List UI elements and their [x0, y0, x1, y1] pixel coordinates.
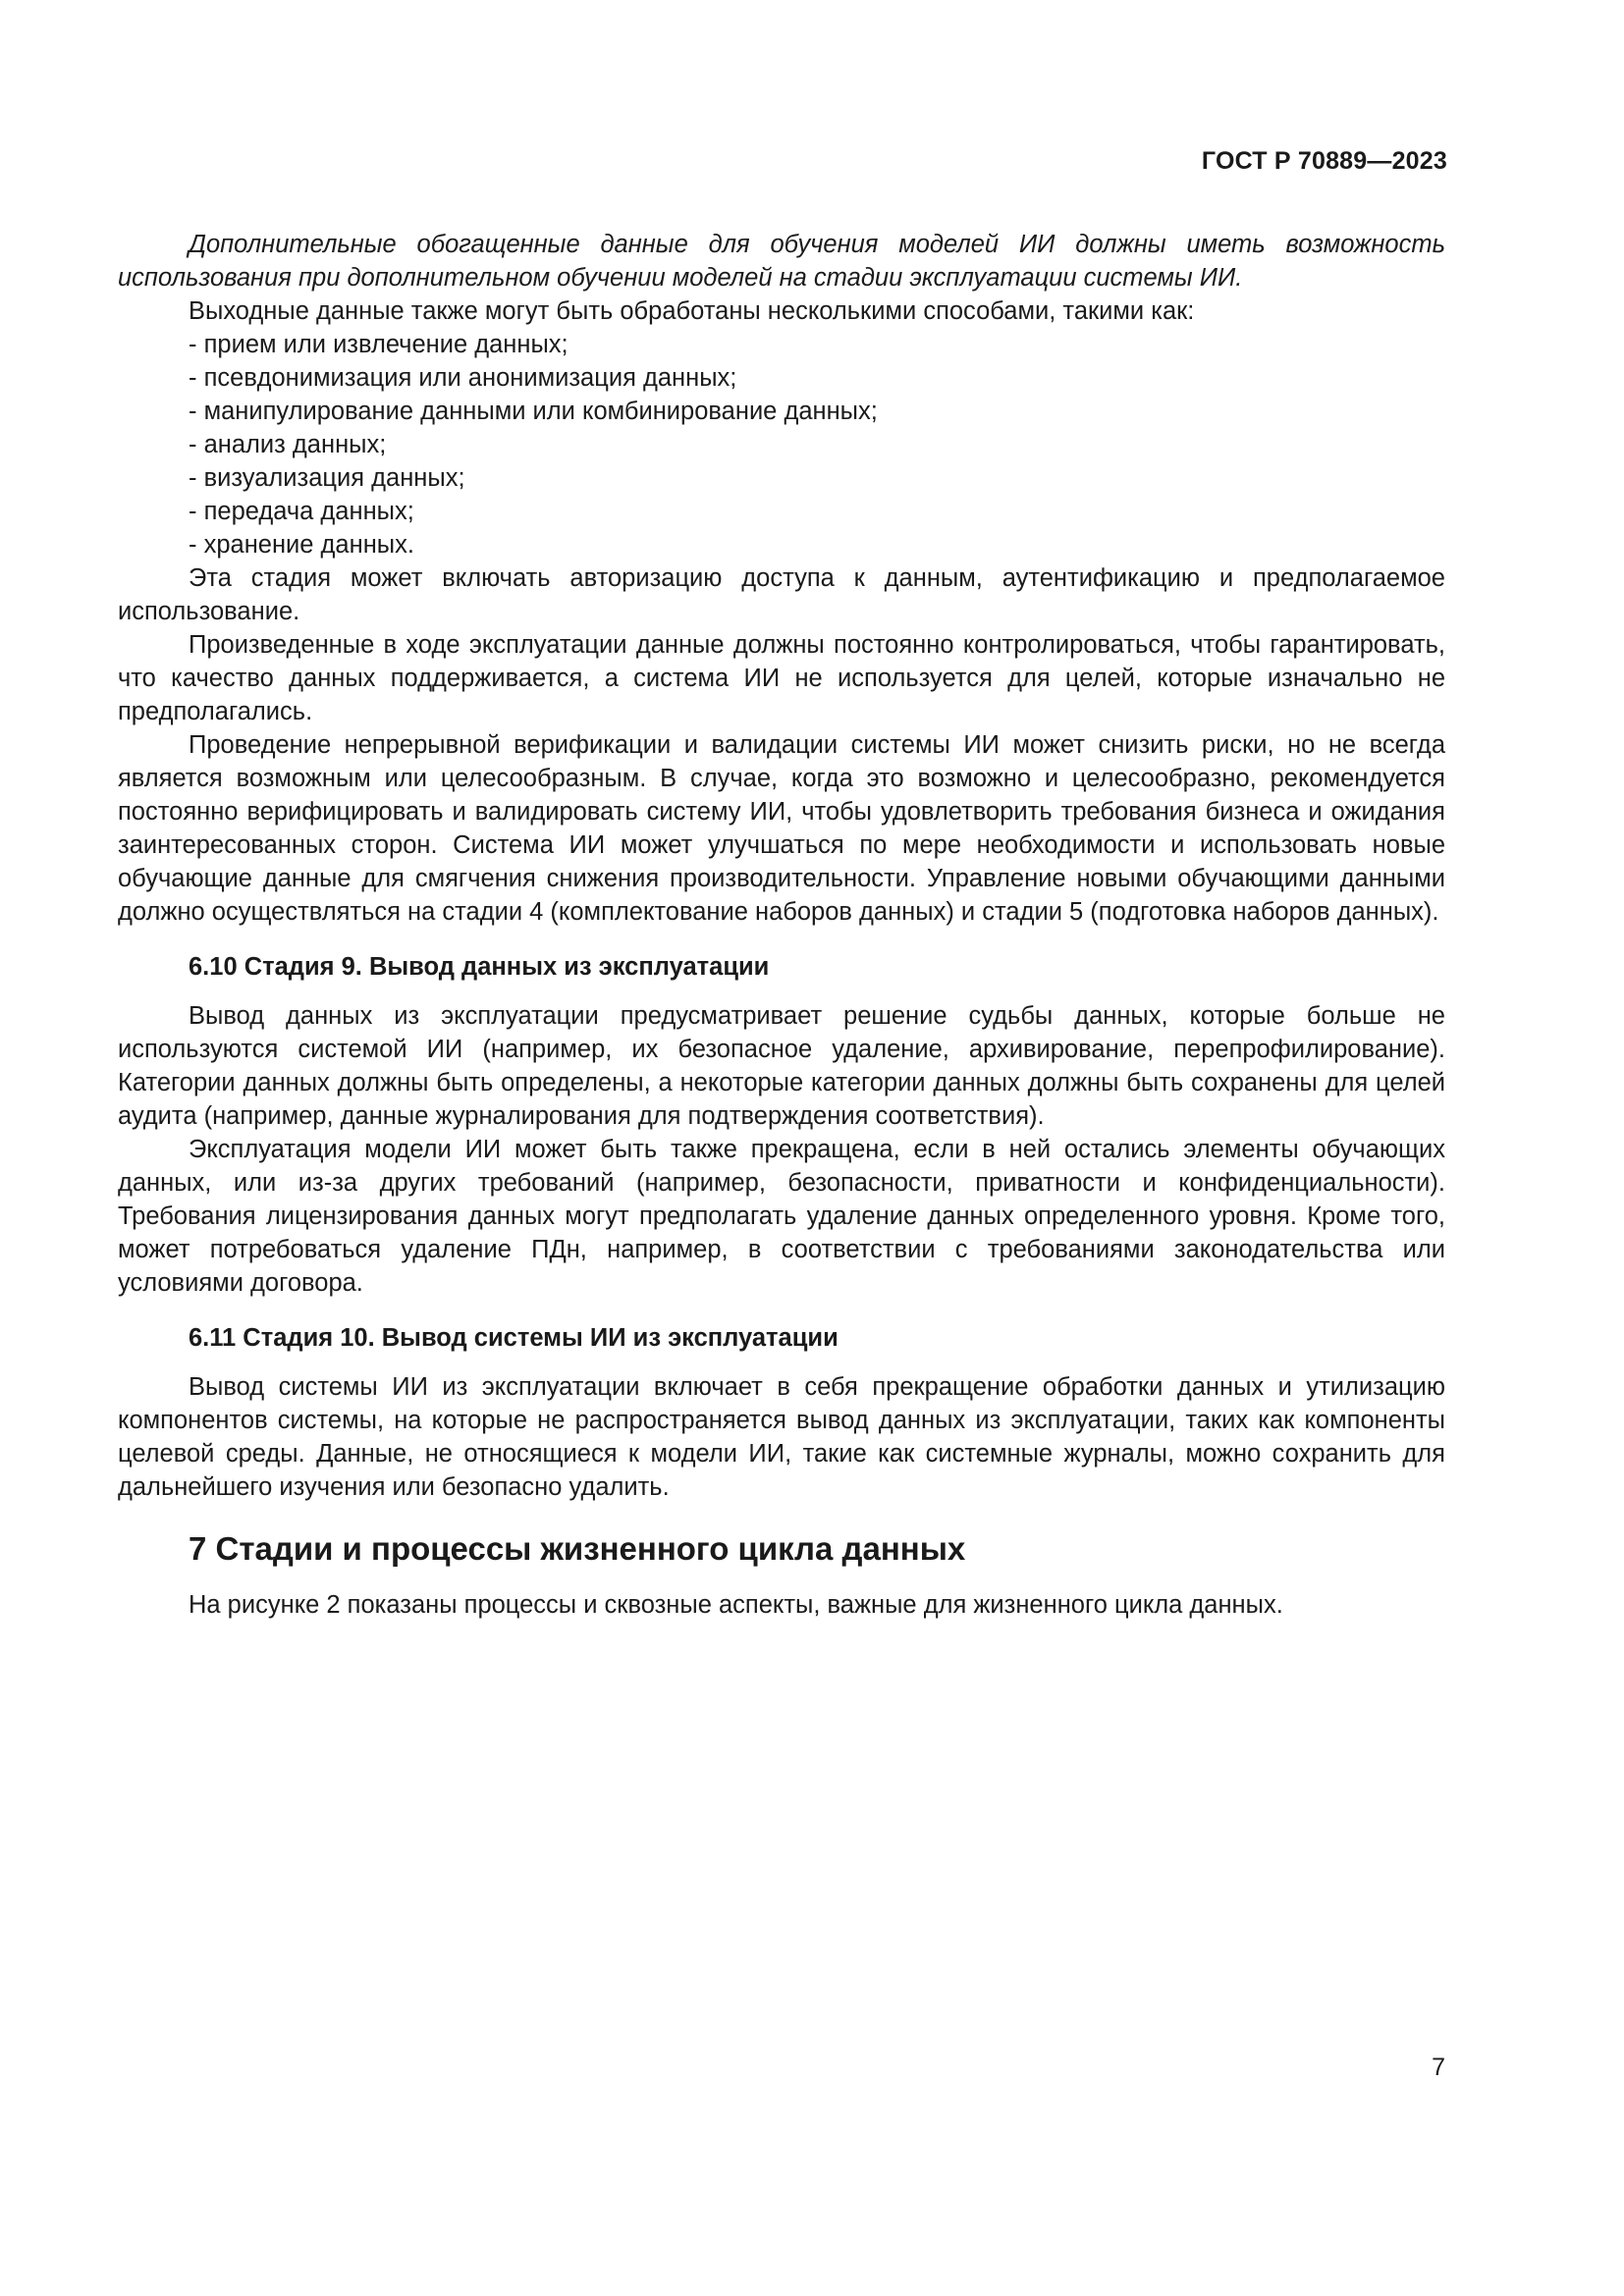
- paragraph-model-termination: Эксплуатация модели ИИ может быть также прекращена, если в ней остались элементы обучающих данных, или из-за других требований (например, безопасности, приватности и конфиденциальности). Требования лицензирования данных могут предполагать удаление данных определенного уровня. Кроме того, может потребоваться удаление ПДн, например, в соответствии с требованиями законодательства или условиями договора.: [118, 1136, 1445, 1297]
- paragraph-system-decommission: Вывод системы ИИ из эксплуатации включает в себя прекращение обработки данных и утилизацию компонентов системы, на которые не распространяется вывод данных из эксплуатации, таких как компоненты целевой среды. Данные, не относящиеся к модели ИИ, такие как системные журналы, можно сохранить для дальнейшего изучения или безопасно удалить.: [118, 1373, 1445, 1501]
- page-number: 7: [1432, 2054, 1445, 2081]
- list-item: - прием или извлечение данных;: [189, 328, 1445, 361]
- section-heading-6-10: 6.10 Стадия 9. Вывод данных из эксплуатации: [189, 953, 770, 981]
- paragraph-enriched-data: Дополнительные обогащенные данные для обучения моделей ИИ должны иметь возможность использования при дополнительном обучении моделей на стадии эксплуатации системы ИИ.: [118, 231, 1445, 292]
- paragraph-verification: Проведение непрерывной верификации и валидации системы ИИ может снизить риски, но не всегда является возможным или целесообразным. В случае, когда это возможно и целесообразно, рекомендуется постоянно верифицировать и валидировать систему ИИ, чтобы удовлетворить требования бизнеса и ожидания заинтересованных сторон. Система ИИ может улучшаться по мере необходимости и использовать новые обучающие данные для смягчения снижения производительности. Управление новыми обучающими данными должно осуществляться на стадии 4 (комплектование наборов данных) и стадии 5 (подготовка наборов данных).: [118, 731, 1445, 926]
- processing-methods-list: [118, 328, 1445, 561]
- paragraph-authorization: Эта стадия может включать авторизацию доступа к данным, аутентификацию и предполагаемое использование.: [118, 564, 1445, 625]
- list-item: - визуализация данных;: [189, 461, 1445, 495]
- paragraph-figure-reference: На рисунке 2 показаны процессы и сквозные аспекты, важные для жизненного цикла данных.: [189, 1591, 1283, 1619]
- section-heading-7: 7 Стадии и процессы жизненного цикла данных: [189, 1530, 966, 1567]
- paragraph-data-decommission: Вывод данных из эксплуатации предусматривает решение судьбы данных, которые больше не используются системой ИИ (например, их безопасное удаление, архивирование, перепрофилирование). Категории данных должны быть определены, а некоторые категории данных должны быть сохранены для целей аудита (например, данные журналирования для подтверждения соответствия).: [118, 1002, 1445, 1130]
- list-item: - анализ данных;: [189, 428, 1445, 461]
- list-item: - передача данных;: [189, 495, 1445, 528]
- paragraph-output-intro: Выходные данные также могут быть обработаны несколькими способами, такими как:: [189, 297, 1195, 325]
- document-body: [118, 228, 1445, 1622]
- section-heading-6-11: 6.11 Стадия 10. Вывод системы ИИ из эксплуатации: [189, 1324, 839, 1352]
- list-item: - псевдонимизация или анонимизация данных;: [189, 361, 1445, 395]
- document-header-id: ГОСТ Р 70889—2023: [1201, 147, 1447, 175]
- list-item: - хранение данных.: [189, 528, 1445, 561]
- paragraph-monitoring: Произведенные в ходе эксплуатации данные должны постоянно контролироваться, чтобы гарантировать, что качество данных поддерживается, а система ИИ не используется для целей, которые изначально не предполагались.: [118, 631, 1445, 725]
- list-item: - манипулирование данными или комбинирование данных;: [189, 395, 1445, 428]
